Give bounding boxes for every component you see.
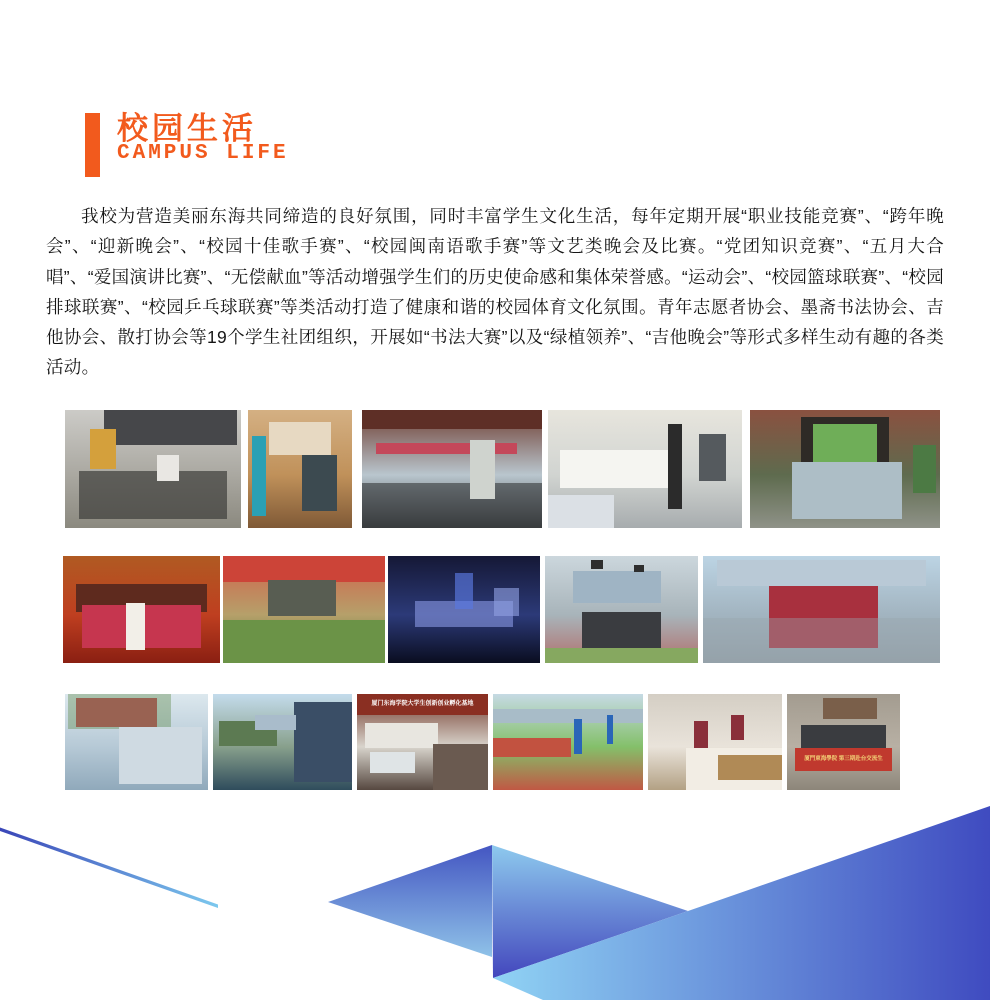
photo-detail-shape xyxy=(494,588,518,616)
photo-hotel-training-room xyxy=(648,694,782,790)
photo-detail-shape xyxy=(223,620,385,663)
photo-detail-shape xyxy=(376,443,516,454)
photo-detail-shape xyxy=(813,424,878,466)
accent-bar xyxy=(85,113,100,177)
photo-detail-shape xyxy=(718,755,782,780)
photo-detail-shape xyxy=(294,702,352,783)
photo-detail-shape xyxy=(90,429,116,469)
photo-detail-shape xyxy=(302,455,337,512)
photo-outdoor-cafe-study xyxy=(65,410,241,528)
photo-taiwan-exchange-group xyxy=(787,694,900,790)
photo-computer-lab-banners xyxy=(362,410,542,528)
photo-choir-performance xyxy=(63,556,220,663)
photo-detail-shape xyxy=(268,580,336,616)
photo-detail-shape xyxy=(668,424,682,509)
photo-detail-shape xyxy=(365,723,438,748)
photo-detail-shape xyxy=(157,455,180,481)
photo-detail-shape xyxy=(104,410,238,445)
photo-detail-shape xyxy=(913,445,936,492)
photo-detail-shape xyxy=(362,410,542,429)
left-triangle xyxy=(328,845,492,957)
photo-detail-shape xyxy=(370,752,415,773)
photo-detail-shape xyxy=(362,483,542,528)
photo-detail-shape xyxy=(493,738,571,757)
photo-sign-text: 厦门东海学院大学生创新创业孵化基地 xyxy=(357,694,488,715)
photo-night-concert-stage xyxy=(388,556,540,663)
photo-detail-shape xyxy=(79,471,227,518)
photo-hammock-reading-dorm xyxy=(248,410,352,528)
thin-diagonal-line xyxy=(0,828,218,909)
photo-detail-shape xyxy=(607,715,613,744)
photo-detail-shape xyxy=(699,434,726,481)
photo-campus-lake-view xyxy=(213,694,352,790)
photo-detail-shape xyxy=(126,603,145,650)
photo-detail-shape xyxy=(560,450,673,488)
photo-detail-shape xyxy=(792,462,902,519)
photo-detail-shape xyxy=(493,709,643,722)
photo-graduation-cap-toss xyxy=(545,556,698,663)
photo-innovation-base-hall xyxy=(357,694,488,790)
photo-sign-text: 厦門東海學院 第三期赴台交流生 xyxy=(795,748,892,771)
photo-detail-shape xyxy=(455,573,473,609)
photo-detail-shape xyxy=(548,495,614,528)
photo-detail-shape xyxy=(119,727,202,785)
photo-detail-shape xyxy=(252,436,266,516)
photo-detail-shape xyxy=(574,719,582,754)
photo-detail-shape xyxy=(703,618,940,663)
photo-basketball-courts xyxy=(493,694,643,790)
photo-plant-adoption-market xyxy=(223,556,385,663)
photo-detail-shape xyxy=(591,560,603,569)
photo-nursing-training-lab xyxy=(548,410,742,528)
photo-detail-shape xyxy=(573,571,662,603)
photo-detail-shape xyxy=(582,612,662,653)
photo-detail-shape xyxy=(223,556,385,582)
photo-campus-building-flowers xyxy=(65,694,208,790)
intro-paragraph: 我校为营造美丽东海共同缔造的良好氛围，同时丰富学生文化生活，每年定期开展“职业技能竞赛”、“跨年晚会”、“迎新晚会”、“校园十佳歌手赛”、“校园闽南语歌手赛”等文艺类晚会及比赛。“党团知识竞赛”、“五月大合唱”、“爱国演讲比赛”、“无偿献血”等活动增强学生们的历史使命感和集体荣誉感。“运动会”、“校园篮球联赛”、“校园排球联赛”、“校园乒乓球联赛”等类活动打造了健康和谐的校园体育文化氛围。青年志愿者协会、墨斋书法协会、吉他协会、散打协会等19个学生社团组织，开展如“书法大赛”以及“绿植领养”、“吉他晚会”等形式多样生动有趣的各类活动。 xyxy=(46,206,944,378)
photo-detail-shape xyxy=(255,715,297,730)
photo-detail-shape xyxy=(470,440,495,499)
photo-detail-shape xyxy=(545,648,698,663)
photo-detail-shape xyxy=(731,715,744,740)
photo-detail-shape xyxy=(433,744,488,790)
photo-detail-shape xyxy=(823,698,877,719)
photo-detail-shape xyxy=(269,422,331,455)
photo-hanfu-ceremony-gate xyxy=(750,410,940,528)
page-title-zh: 校园生活 xyxy=(117,111,257,146)
bottom-decor-shapes xyxy=(0,800,990,1000)
photo-detail-shape xyxy=(634,565,645,572)
photo-uniform-students-bridge xyxy=(703,556,940,663)
photo-detail-shape xyxy=(717,560,926,586)
photo-detail-shape xyxy=(68,694,171,729)
page-title-en: CAMPUS LIFE xyxy=(117,142,289,165)
